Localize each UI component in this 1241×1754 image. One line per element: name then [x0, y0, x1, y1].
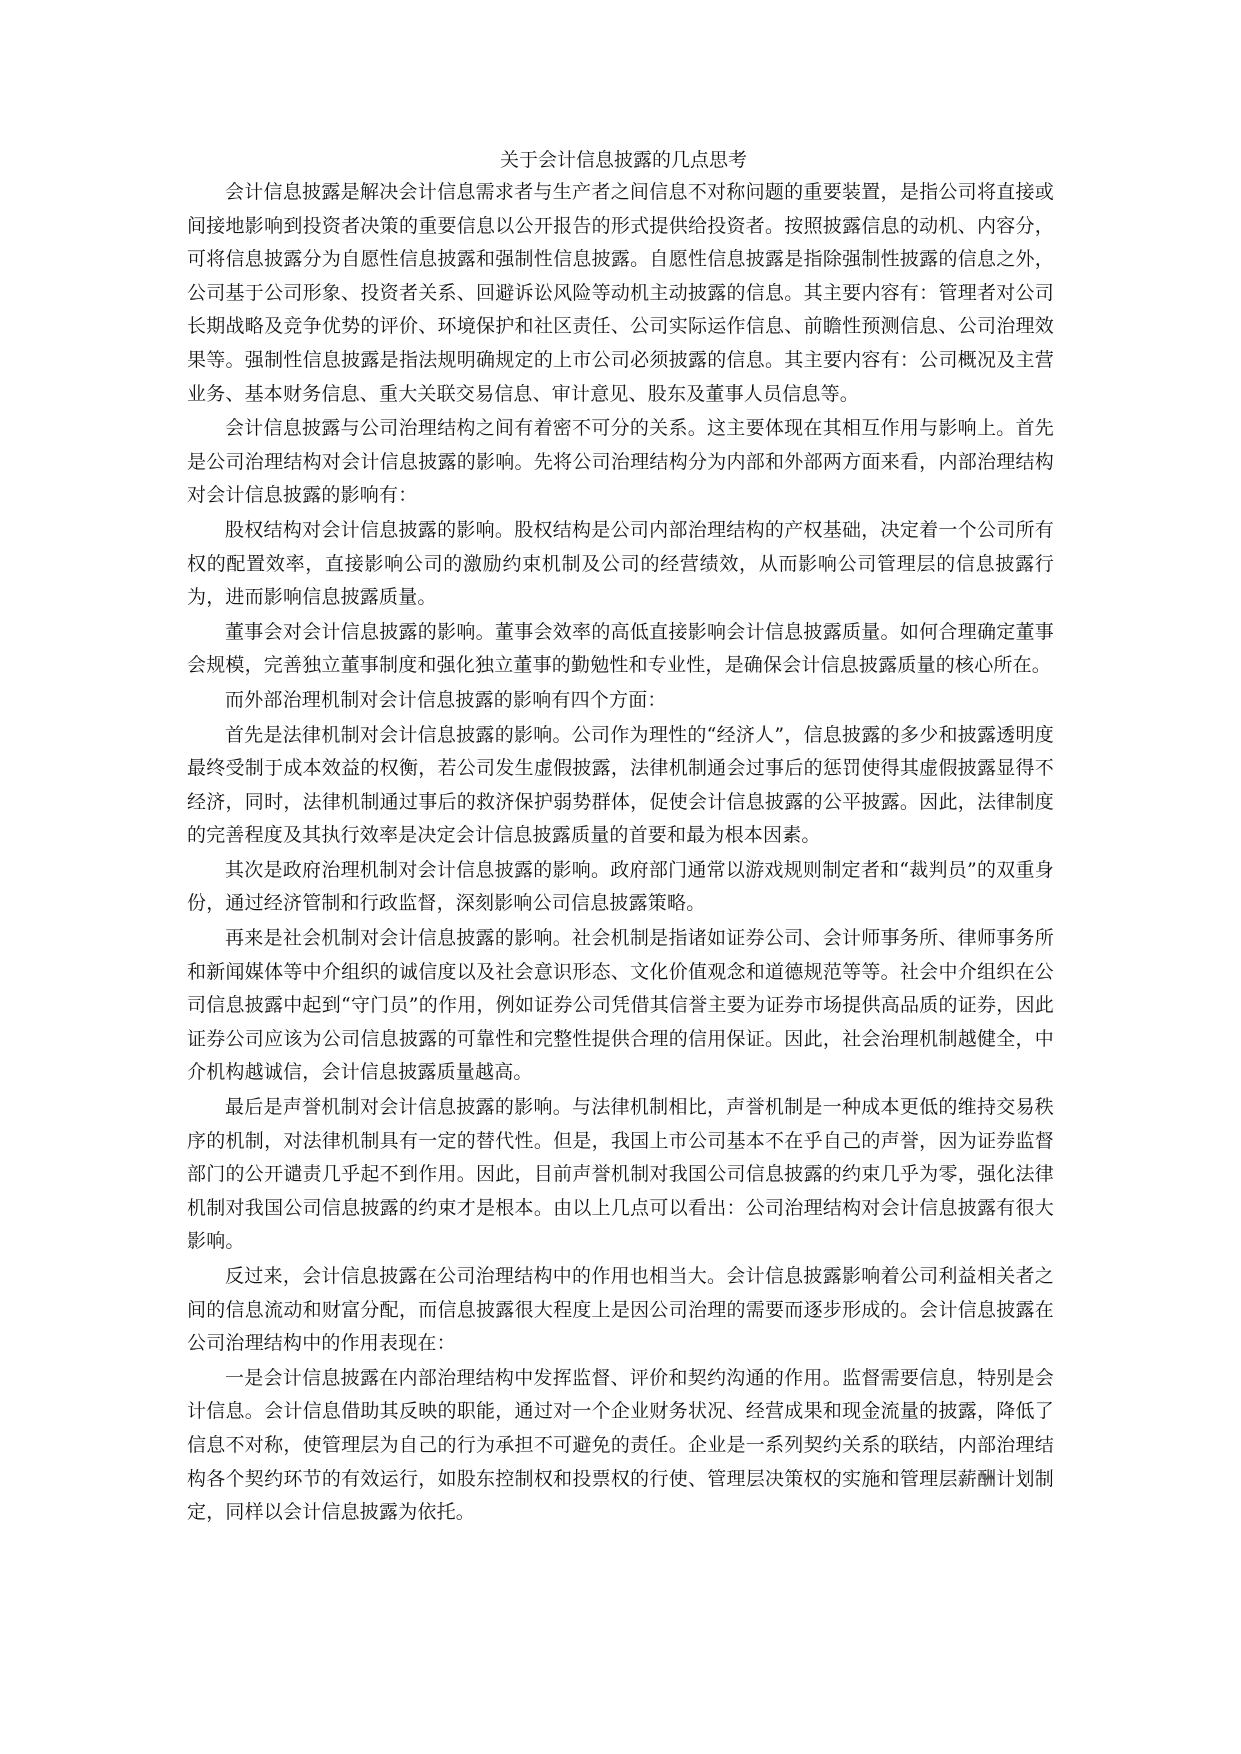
paragraph-2: 会计信息披露与公司治理结构之间有着密不可分的关系。这主要体现在其相互作用与影响上。首先是公司治理结构对会计信息披露的影响。先将公司治理结构分为内部和外部两方面来看，内部治理结构对会计信息披露的影响有： — [187, 417, 1054, 507]
paragraph-7: 其次是政府治理机制对会计信息披露的影响。政府部门通常以游戏规则制定者和“裁判员”的双重身份，通过经济管制和行政监督，深刻影响公司信息披露策略。 — [187, 858, 1054, 915]
document-page — [187, 145, 1054, 1530]
paragraph-6: 首先是法律机制对会计信息披露的影响。公司作为理性的“经济人”，信息披露的多少和披露透明度最终受制于成本效益的权衡，若公司发生虚假披露，法律机制通会过事后的惩罚使得其虚假披露显得不经济，同时，法律机制通过事后的救济保护弱势群体，促使会计信息披露的公平披露。因此，法律制度的完善程度及其执行效率是决定会计信息披露质量的首要和最为根本因素。 — [187, 723, 1054, 847]
paragraph-3: 股权结构对会计信息披露的影响。股权结构是公司内部治理结构的产权基础，决定着一个公司所有权的配置效率，直接影响公司的激励约束机制及公司的经营绩效，从而影响公司管理层的信息披露行为，进而影响信息披露质量。 — [187, 518, 1054, 609]
paragraph-5: 而外部治理机制对会计信息披露的影响有四个方面： — [225, 688, 667, 711]
paragraph-11: 一是会计信息披露在内部治理结构中发挥监督、评价和契约沟通的作用。监督需要信息，特别是会计信息。会计信息借助其反映的职能，通过对一个企业财务状况、经营成果和现金流量的披露，降低了信息不对称，使管理层为自己的行为承担不可避免的责任。企业是一系列契约关系的联结，内部治理结构各个契约环节的有效运行，如股东控制权和投票权的行使、管理层决策权的实施和管理层薪酬计划制定，同样以会计信息披露为依托。 — [187, 1366, 1054, 1524]
paragraph-9: 最后是声誉机制对会计信息披露的影响。与法律机制相比，声誉机制是一种成本更低的维持交易秩序的机制，对法律机制具有一定的替代性。但是，我国上市公司基本不在乎自己的声誉，因为证券监督部门的公开谴责几乎起不到作用。因此，目前声誉机制对我国公司信息披露的约束几乎为零，强化法律机制对我国公司信息披露的约束才是根本。由以上几点可以看出：公司治理结构对会计信息披露有很大影响。 — [187, 1096, 1054, 1253]
paragraph-8: 再来是社会机制对会计信息披露的影响。社会机制是指诸如证券公司、会计师事务所、律师事务所和新闻媒体等中介组织的诚信度以及社会意识形态、文化价值观念和道德规范等等。社会中介组织在公司信息披露中起到“守门员”的作用，例如证券公司凭借其信誉主要为证券市场提供高品质的证券，因此证券公司应该为公司信息披露的可靠性和完整性提供合理的信用保证。因此，社会治理机制越健全，中介机构越诚信，会计信息披露质量越高。 — [187, 927, 1054, 1084]
document-title: 关于会计信息披露的几点思考 — [499, 149, 747, 171]
paragraph-1: 会计信息披露是解决会计信息需求者与生产者之间信息不对称问题的重要装置，是指公司将直接或间接地影响到投资者决策的重要信息以公开报告的形式提供给投资者。按照披露信息的动机、内容分，可将信息披露分为自愿性信息披露和强制性信息披露。自愿性信息披露是指除强制性披露的信息之外，公司基于公司形象、投资者关系、回避诉讼风险等动机主动披露的信息。其主要内容有：管理者对公司长期战略及竞争优势的评价、环境保护和社区责任、公司实际运作信息、前瞻性预测信息、公司治理效果等。强制性信息披露是指法规明确规定的上市公司必须披露的信息。其主要内容有：公司概况及主营业务、基本财务信息、重大关联交易信息、审计意见、股东及董事人员信息等。 — [187, 181, 1054, 405]
paragraph-10: 反过来，会计信息披露在公司治理结构中的作用也相当大。会计信息披露影响着公司利益相关者之间的信息流动和财富分配，而信息披露很大程度上是因公司治理的需要而逐步形成的。会计信息披露在公司治理结构中的作用表现在： — [187, 1265, 1054, 1355]
paragraph-4: 董事会对会计信息披露的影响。董事会效率的高低直接影响会计信息披露质量。如何合理确定董事会规模，完善独立董事制度和强化独立董事的勤勉性和专业性，是确保会计信息披露质量的核心所在。 — [187, 620, 1054, 677]
